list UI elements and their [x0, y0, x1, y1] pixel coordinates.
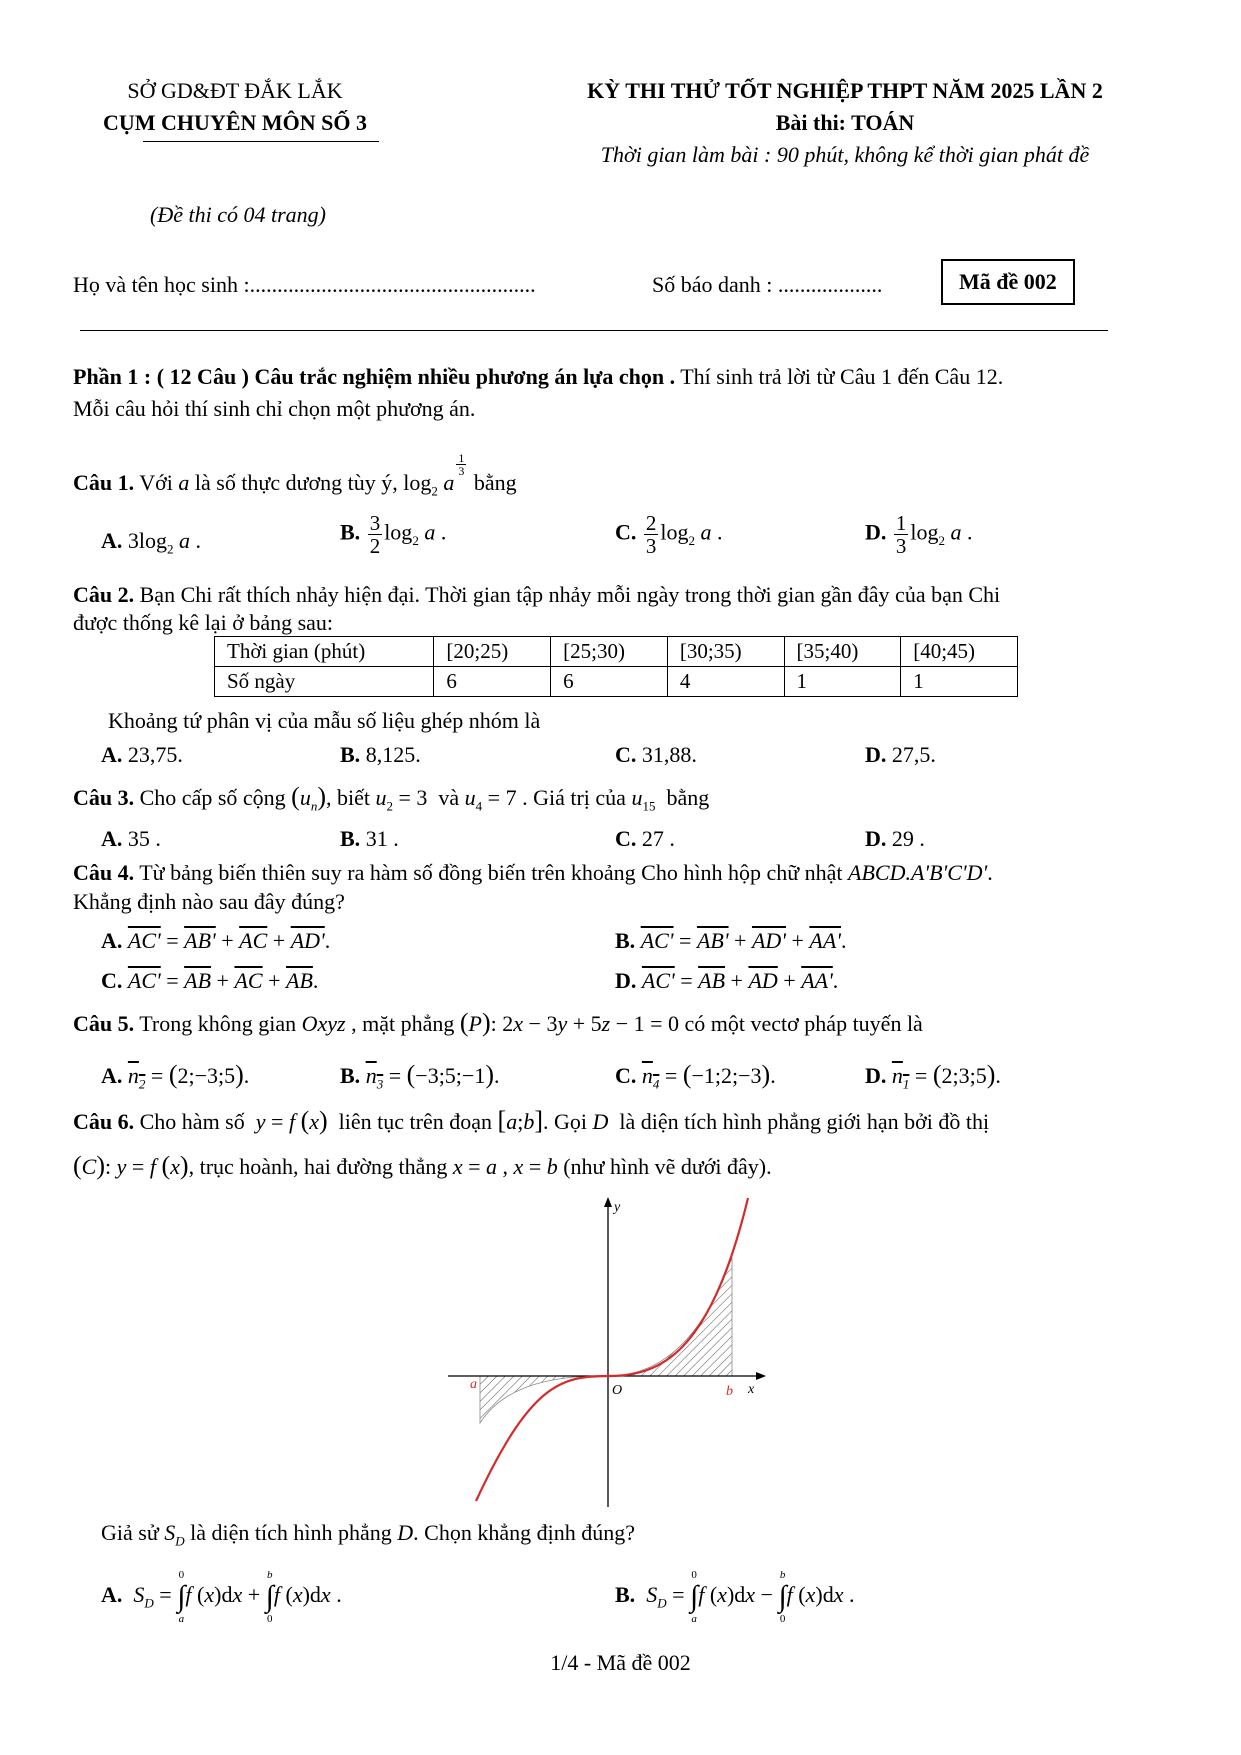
- q3-option-b: B. 31 .: [340, 826, 399, 851]
- q4-option-b: B. AC' = AB' + AD' + AA'.: [615, 928, 847, 953]
- q1-text: Với: [134, 470, 179, 495]
- table-cell: [30;35): [667, 637, 784, 667]
- origin-label: O: [612, 1383, 623, 1398]
- q4-text: Từ bảng biến thiên suy ra hàm số đồng biến trên khoảng Cho hình hộp chữ nhật: [134, 860, 849, 885]
- q2-stem-line2: được thống kê lại ở bảng sau:: [73, 610, 334, 635]
- cluster: CỤM CHUYÊN MÔN SỐ 3: [103, 110, 367, 135]
- header-divider: [80, 330, 1108, 331]
- q4-stem: Câu 4. Từ bảng biến thiên suy ra hàm số đồng biến trên khoảng Cho hình hộp chữ nhật ABCD.A'B'C'D'.: [73, 860, 993, 885]
- q1-var: a: [178, 470, 190, 495]
- part1-desc: Thí sinh trả lời từ Câu 1 đến Câu 12.: [675, 364, 1004, 389]
- department: SỞ GD&ĐT ĐẮK LẮK: [127, 78, 343, 103]
- q1-option-b: B. $\frac{3}{2}$ $\log_2 a$ .: [340, 511, 447, 558]
- table-cell: [40;45): [901, 637, 1018, 667]
- q5-label: Câu 5.: [73, 1011, 135, 1036]
- q6-stem: Câu 6. Cho hàm số y = f (x) liên tục trên đoạn [a;b]. Gọi D là diện tích hình phẳng giới hạn bởi đồ thị: [73, 1106, 990, 1135]
- q6-text2: , trục hoành, hai đường thẳng: [188, 1154, 453, 1179]
- q4-option-a: A. $AC' = AB' + \overline{AC} + AD'$.: [101, 928, 331, 953]
- table-cell: [20;25): [434, 637, 551, 667]
- q1-expression: $\log_2 a$ $\frac{1}{3}$: [403, 451, 465, 499]
- q6-area-figure: [440, 1195, 790, 1515]
- q1-label: Câu 1.: [73, 470, 135, 495]
- table-cell: [25;30): [551, 637, 668, 667]
- q3-label: Câu 3.: [73, 785, 135, 810]
- y-axis-arrow-icon: [604, 1197, 612, 1207]
- q5-stem: Câu 5. Trong không gian Oxyz , mặt phẳng (P): 2x − 3y + 5z − 1 = 0 có một vectơ pháp tuyến là: [73, 1008, 923, 1037]
- q5-option-c: C. $n_4$ = (−1;2;−3).: [615, 1060, 776, 1092]
- q5-option-a: A. $n_2$ = (2;−3;5).: [101, 1060, 250, 1092]
- q2-option-b: B. 8,125.: [340, 742, 421, 767]
- q1-tail: bằng: [468, 470, 517, 495]
- q2-frequency-table: [214, 636, 1018, 697]
- q1-option-c: C. $\frac{2}{3}$ $\log_2 a$ .: [615, 511, 723, 558]
- student-name-field: Họ và tên học sinh :....................................................: [73, 272, 536, 297]
- q6-stem-line2: (C): y = f (x), trục hoành, hai đường thẳng x = a , x = b (như hình vẽ dưới đây).: [73, 1151, 772, 1180]
- exam-title: KỲ THI THỬ TỐT NGHIỆP THPT NĂM 2025 LẦN 2: [587, 78, 1103, 103]
- q6-option-b: B. $S_D$ = 0 ∫ a f (x)dx − b ∫ 0 f (x)dx .: [615, 1569, 855, 1625]
- header-underline: [143, 141, 379, 142]
- b-label: b: [726, 1384, 733, 1399]
- table-row: [215, 637, 1018, 667]
- q2-stem: [73, 582, 1000, 608]
- q1-option-d: D. $\frac{1}{3}$ $\log_2 a$ .: [865, 511, 973, 558]
- q4-label: Câu 4.: [73, 860, 135, 885]
- table-cell: 6: [551, 667, 668, 697]
- q3-option-c: C. 27 .: [615, 826, 675, 851]
- table-cell: Thời gian (phút): [215, 637, 434, 667]
- q2-option-d: D. 27,5.: [865, 742, 936, 767]
- q1-text-b: là số thực dương tùy ý,: [189, 470, 404, 495]
- q4-option-c: C. $AC' = \overline{AB} + \overline{AC} + \overline{AB}$.: [101, 968, 319, 993]
- table-cell: Số ngày: [215, 667, 434, 697]
- q5-option-b: B. $n_3$ = (−3;5;−1).: [340, 1060, 500, 1092]
- part1-instructions: [73, 364, 1003, 390]
- x-axis-arrow-icon: [756, 1372, 766, 1380]
- exam-code-box: Mã đề 002: [941, 259, 1075, 305]
- q4-stem-line2: Khẳng định nào sau đây đúng?: [73, 889, 345, 914]
- table-cell: 1: [784, 667, 901, 697]
- q4-option-d: D. $AC' = \overline{AB} + \overline{AD} + AA'$.: [615, 968, 839, 993]
- y-axis-label: y: [614, 1200, 621, 1215]
- q2-option-a: A. 23,75.: [101, 742, 183, 767]
- table-cell: [35;40): [784, 637, 901, 667]
- subject: Bài thi: TOÁN: [775, 110, 915, 135]
- q3-option-d: D. 29 .: [865, 826, 925, 851]
- q1-stem: [73, 451, 517, 499]
- q1-option-a: A. $3\log_2$ a .: [101, 528, 202, 557]
- q2-text: Bạn Chi rất thích nhảy hiện đại. Thời gian tập nhảy mỗi ngày trong thời gian gần đây của bạn Chi: [134, 582, 1001, 607]
- q6-suppose: Giả sử $S_D$ là diện tích hình phẳng D. Chọn khẳng định đúng?: [101, 1520, 635, 1549]
- q6-label: Câu 6.: [73, 1109, 135, 1134]
- part1-desc-line2: Mỗi câu hỏi thí sinh chỉ chọn một phương án.: [73, 396, 476, 421]
- q4-box-name: ABCD.A'B'C'D': [848, 860, 988, 885]
- table-cell: 4: [667, 667, 784, 697]
- page-footer: 1/4 - Mã đề 002: [550, 1650, 691, 1675]
- duration: Thời gian làm bài : 90 phút, không kể thời gian phát đề: [600, 142, 1090, 167]
- q2-label: Câu 2.: [73, 582, 135, 607]
- candidate-number-field: Số báo danh : ...................: [652, 272, 883, 297]
- q6-option-a: A. $S_D$ = 0 ∫ a f (x)dx + b ∫ 0 f (x)dx .: [101, 1569, 342, 1625]
- q3-option-a: A. 35 .: [101, 826, 161, 851]
- part1-title: Phần 1 : ( 12 Câu ) Câu trắc nghiệm nhiều phương án lựa chọn .: [73, 364, 676, 389]
- q2-option-c: C. 31,88.: [615, 742, 697, 767]
- table-cell: 6: [434, 667, 551, 697]
- q5-option-d: D. $n_1$ = (2;3;5).: [865, 1060, 1001, 1092]
- pages-note: (Đề thi có 04 trang): [150, 202, 326, 227]
- a-label: a: [470, 1377, 477, 1392]
- q2-question: Khoảng tứ phân vị của mẫu số liệu ghép nhóm là: [108, 708, 541, 733]
- q3-stem: Câu 3. Cho cấp số cộng $(u_n)$, biết $u_2 = 3$ và $u_4 = 7$ . Giá trị của $u_{15}$ bằng: [73, 782, 710, 814]
- q6-text3: (như hình vẽ dưới đây).: [557, 1154, 772, 1179]
- x-axis-label: x: [748, 1382, 755, 1397]
- table-row: [215, 667, 1018, 697]
- table-cell: 1: [901, 667, 1018, 697]
